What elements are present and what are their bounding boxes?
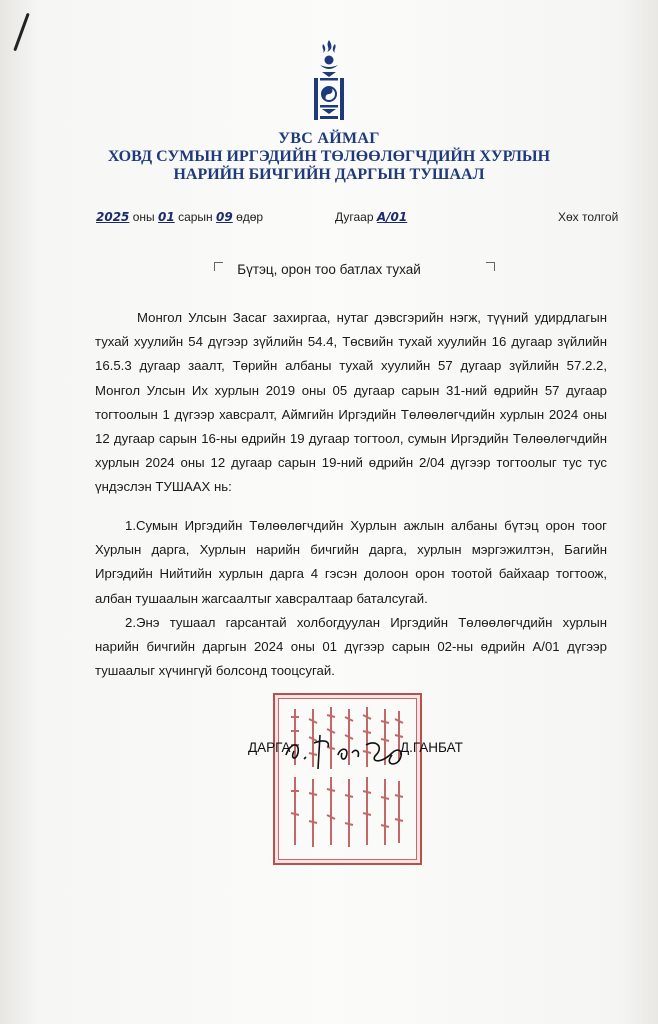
date-day-suffix: өдөр [236,210,264,224]
subject-bracket-right [486,262,495,271]
header-aimag: УВС АЙМАГ [278,130,380,147]
header-council: ХОВД СУМЫН ИРГЭДИЙН ТӨЛӨӨЛӨГЧДИЙН ХУРЛЫН [107,148,551,165]
date-year-suffix: оны [132,210,155,224]
paragraph-preamble: Монгол Улсын Засаг захиргаа, нутаг дэвсгэрийн нэгж, түүний удирдлагын тухай хуулийн 54 дүгээр зүйлийн 54.4, Төсвийн тухай хуулийн 16 дугаар зүйлийн 16.5.3 дугаар заалт, Төрийн албаны тухай хуулийн 57 дугаар зүйлийн 57.2.2, Монгол Улсын Их хурлын 2019 оны 05 дугаар сарын 31-ний өдрийн 57 дугаар тогтоолын 1 дүгээр хавсралт, Аймгийн Иргэдийн Төлөөлөгчдийн хурлын 2024 оны 12 дугаар сарын 16-ны өдрийн 19 дугаар тогтоол, сумын Иргэдийн Төлөөлөгчдийн хурлын 2024 оны 12 дугаар сарын 19-ний өдрийн 2/04 дүгээр тогтоолыг тус тус үндэслэн ТУШААХ нь: [95,310,607,495]
header-order-title: НАРИЙН БИЧГИЙН ДАРГЫН ТУШААЛ [173,166,485,183]
subject-title: Бүтэц, орон тоо батлах тухай [237,262,421,277]
place-name: Хөх толгой [558,210,619,224]
seal-script-icon [275,695,416,859]
signature-title: ДАРГА [248,740,291,755]
official-seal-stamp [273,693,422,865]
date-year-handwritten: 2025 [96,210,130,224]
date-month-handwritten: 01 [158,210,175,224]
order-number-handwritten: А/01 [376,210,408,224]
paragraph-item-2: 2.Энэ тушаал гарсантай холбогдуулан Иргэдийн Төлөөлөгчдийн хурлын нарийн бичгийн даргын 2024 оны 01 дүгээр сарын 02-ны өдрийн А/01 дүгээр тушаалыг хүчингүй болсонд тооцсугай. [95,615,607,679]
date-line [96,210,263,224]
order-number [335,210,407,224]
handwritten-signature [280,725,425,775]
order-number-label: Дугаар [335,210,374,224]
pen-mark [13,13,29,52]
date-day-handwritten: 09 [216,210,233,224]
date-month-suffix: сарын [178,210,213,224]
soyombo-emblem-icon [308,38,350,126]
paragraph-item-1: 1.Сумын Иргэдийн Төлөөлөгчдийн Хурлын ажлын албаны бүтэц орон тоог Хурлын дарга, Хурлын нарийн бичгийн дарга, хурлын мэргэжилтэн, Багийн Иргэдийн Нийтийн хурлын дарга 4 гэсэн долоон орон тоотой байхаар тогтоож, албан тушаалын жагсаалтыг хавсралтаар баталсугай. [95,518,607,606]
signatory-name: Д.ГАНБАТ [400,740,463,755]
